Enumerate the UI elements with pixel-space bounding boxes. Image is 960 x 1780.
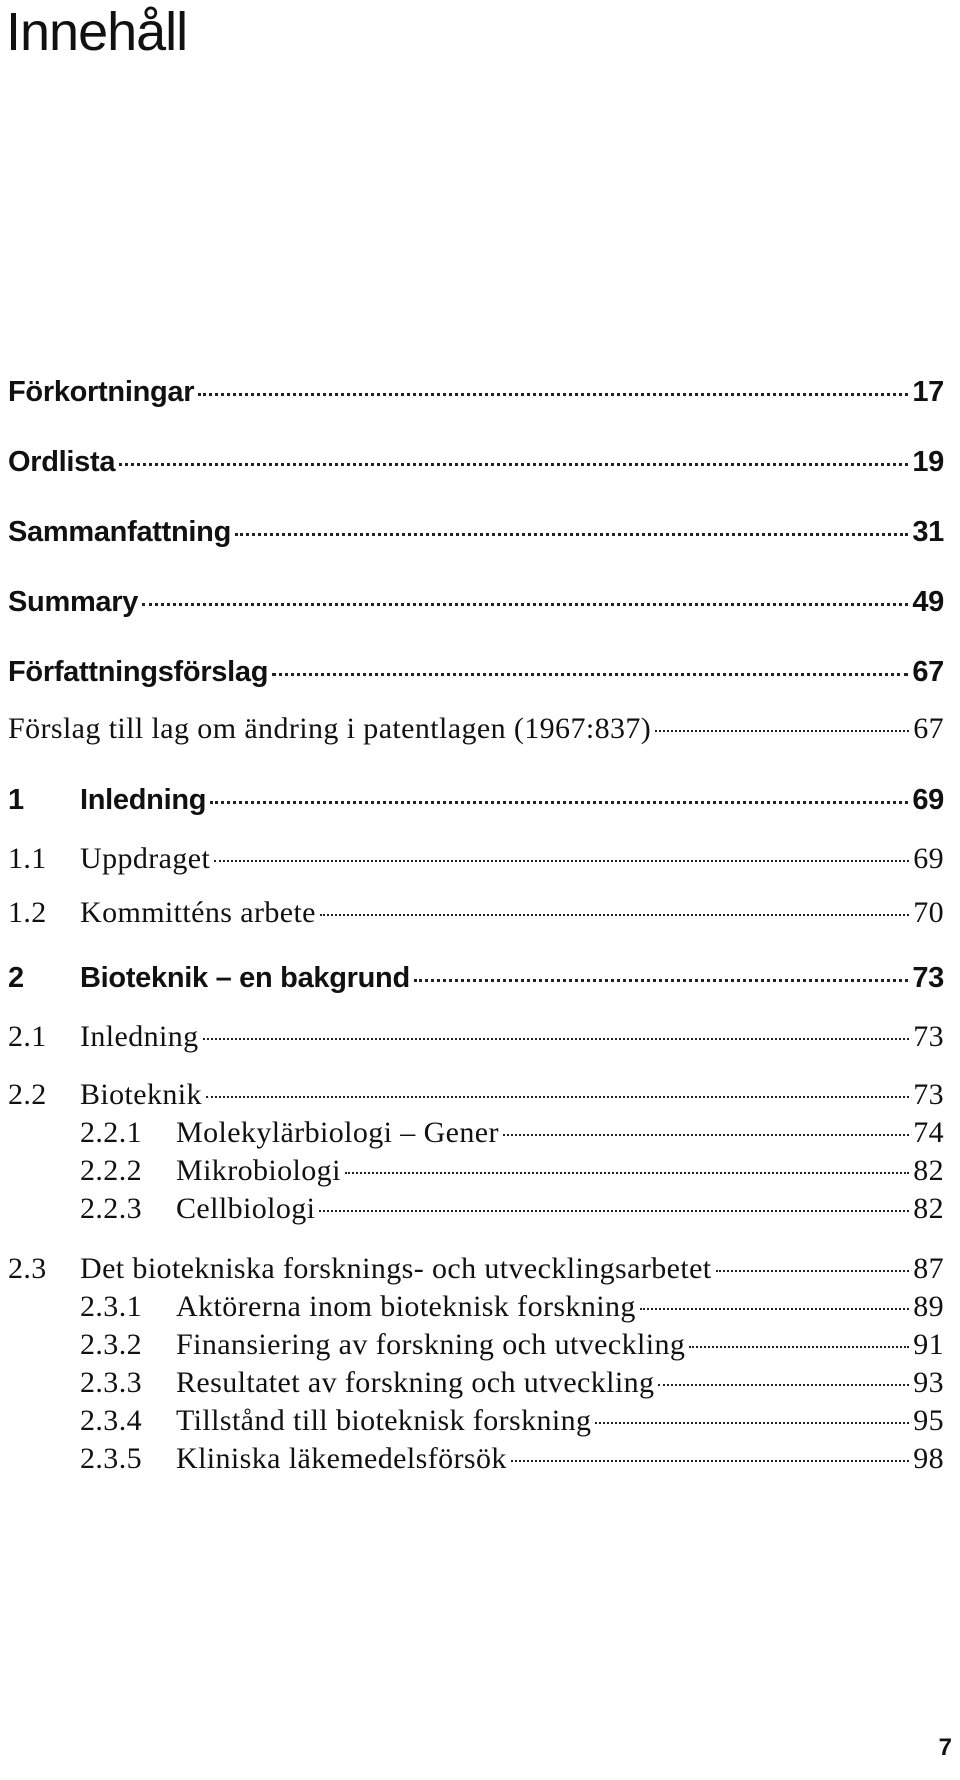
toc-leader-dots xyxy=(595,1422,909,1424)
toc-entry-page: 17 xyxy=(912,376,944,408)
toc-entry-page: 98 xyxy=(913,1442,944,1475)
toc-entry-page: 19 xyxy=(912,446,944,478)
toc-entry-number: 2.3.2 xyxy=(80,1328,142,1361)
toc-entry-number: 2.3 xyxy=(8,1252,47,1285)
toc-leader-dots xyxy=(689,1346,909,1348)
toc-entry[interactable] xyxy=(8,896,944,930)
toc-entry-label: Molekylärbiologi – Gener xyxy=(176,1116,499,1149)
toc-entry-page: 91 xyxy=(913,1328,944,1361)
toc-entry-number: 2.2 xyxy=(8,1078,47,1111)
toc-leader-dots xyxy=(640,1308,909,1310)
toc-leader-dots xyxy=(716,1270,910,1272)
toc-entry-page: 31 xyxy=(912,516,944,548)
toc-leader-dots xyxy=(214,860,909,862)
toc-entry-page: 69 xyxy=(913,842,944,875)
toc-entry[interactable] xyxy=(80,1404,944,1438)
toc-leader-dots xyxy=(210,801,908,804)
page-title: Innehåll xyxy=(6,2,188,62)
toc-entry-number: 2.2.1 xyxy=(80,1116,142,1149)
toc-entry-page: 67 xyxy=(913,712,944,745)
toc-leader-dots xyxy=(655,730,909,732)
toc-entry-number: 2.3.5 xyxy=(80,1442,142,1475)
toc-entry-label: Förslag till lag om ändring i patentlagen (1967:837) xyxy=(8,712,652,745)
toc-entry-page: 73 xyxy=(913,1020,944,1053)
toc-entry-label: Inledning xyxy=(80,784,207,816)
toc-entry-page: 93 xyxy=(913,1366,944,1399)
toc-entry-number: 2 xyxy=(8,962,24,994)
toc-leader-dots xyxy=(414,979,908,982)
page-number: 7 xyxy=(938,1734,952,1761)
toc-entry[interactable] xyxy=(80,1290,944,1324)
toc-leader-dots xyxy=(345,1172,909,1174)
toc-entry[interactable] xyxy=(8,446,944,479)
toc-leader-dots xyxy=(511,1460,909,1462)
toc-entry-label: Kliniska läkemedelsförsök xyxy=(176,1442,507,1475)
toc-entry-label: Sammanfattning xyxy=(8,516,231,548)
toc-leader-dots xyxy=(658,1384,909,1386)
toc-entry-number: 2.2.2 xyxy=(80,1154,142,1187)
toc-entry-label: Cellbiologi xyxy=(176,1192,316,1225)
toc-leader-dots xyxy=(320,914,909,916)
toc-leader-dots xyxy=(119,463,908,466)
toc-entry[interactable] xyxy=(8,586,944,619)
toc-entry[interactable] xyxy=(80,1366,944,1400)
toc-entry[interactable] xyxy=(8,1252,944,1286)
toc-entry-label: Uppdraget xyxy=(80,842,211,875)
toc-entry-label: Kommitténs arbete xyxy=(80,896,316,929)
toc-entry-number: 2.2.3 xyxy=(80,1192,142,1225)
toc-entry-label: Bioteknik – en bakgrund xyxy=(80,962,410,994)
toc-entry-page: 82 xyxy=(913,1192,944,1225)
toc-entry-number: 2.3.3 xyxy=(80,1366,142,1399)
toc-entry-page: 82 xyxy=(913,1154,944,1187)
toc-entry-label: Aktörerna inom bioteknisk forskning xyxy=(176,1290,636,1323)
toc-entry[interactable] xyxy=(8,962,944,995)
toc-entry[interactable] xyxy=(8,784,944,817)
toc-entry[interactable] xyxy=(8,1020,944,1054)
toc-entry-label: Resultatet av forskning och utveckling xyxy=(176,1366,655,1399)
toc-entry[interactable] xyxy=(80,1154,944,1188)
toc-entry-label: Mikrobiologi xyxy=(176,1154,341,1187)
toc-entry[interactable] xyxy=(80,1116,944,1150)
toc-entry-label: Tillstånd till bioteknisk forskning xyxy=(176,1404,592,1437)
toc-entry[interactable] xyxy=(8,656,944,689)
toc-leader-dots xyxy=(203,1038,910,1040)
toc-entry-label: Summary xyxy=(8,586,139,618)
toc-leader-dots xyxy=(142,603,908,606)
toc-entry[interactable] xyxy=(8,712,944,746)
toc-entry[interactable] xyxy=(8,516,944,549)
toc-entry-number: 2.3.4 xyxy=(80,1404,142,1437)
toc-entry-label: Finansiering av forskning och utveckling xyxy=(176,1328,686,1361)
toc-entry-number: 1.2 xyxy=(8,896,47,929)
toc-leader-dots xyxy=(503,1134,909,1136)
toc-entry-number: 1 xyxy=(8,784,24,816)
toc-entry-page: 69 xyxy=(912,784,944,816)
toc-leader-dots xyxy=(272,673,908,676)
toc-entry-number: 1.1 xyxy=(8,842,47,875)
toc-entry-page: 73 xyxy=(912,962,944,994)
toc-leader-dots xyxy=(235,533,908,536)
toc-entry-label: Det biotekniska forsknings- och utvecklingsarbetet xyxy=(80,1252,712,1285)
toc-entry-label: Ordlista xyxy=(8,446,116,478)
toc-entry[interactable] xyxy=(8,1078,944,1112)
toc-entry-page: 70 xyxy=(913,896,944,929)
toc-entry-label: Förkortningar xyxy=(8,376,195,408)
toc-entry-page: 67 xyxy=(912,656,944,688)
toc-entry-page: 89 xyxy=(913,1290,944,1323)
toc-entry[interactable] xyxy=(8,842,944,876)
toc-entry[interactable] xyxy=(80,1328,944,1362)
toc-entry-number: 2.1 xyxy=(8,1020,47,1053)
toc-entry-label: Bioteknik xyxy=(80,1078,202,1111)
toc-entry-label: Författningsförslag xyxy=(8,656,269,688)
toc-leader-dots xyxy=(319,1210,909,1212)
toc-entry[interactable] xyxy=(8,376,944,409)
toc-entry-page: 87 xyxy=(913,1252,944,1285)
toc-entry-label: Inledning xyxy=(80,1020,199,1053)
toc-entry-page: 49 xyxy=(912,586,944,618)
toc-entry[interactable] xyxy=(80,1442,944,1476)
toc-leader-dots xyxy=(206,1096,909,1098)
toc-entry-page: 73 xyxy=(913,1078,944,1111)
toc-entry-number: 2.3.1 xyxy=(80,1290,142,1323)
toc-entry-page: 95 xyxy=(913,1404,944,1437)
toc-entry[interactable] xyxy=(80,1192,944,1226)
toc-entry-page: 74 xyxy=(913,1116,944,1149)
toc-leader-dots xyxy=(198,393,908,396)
